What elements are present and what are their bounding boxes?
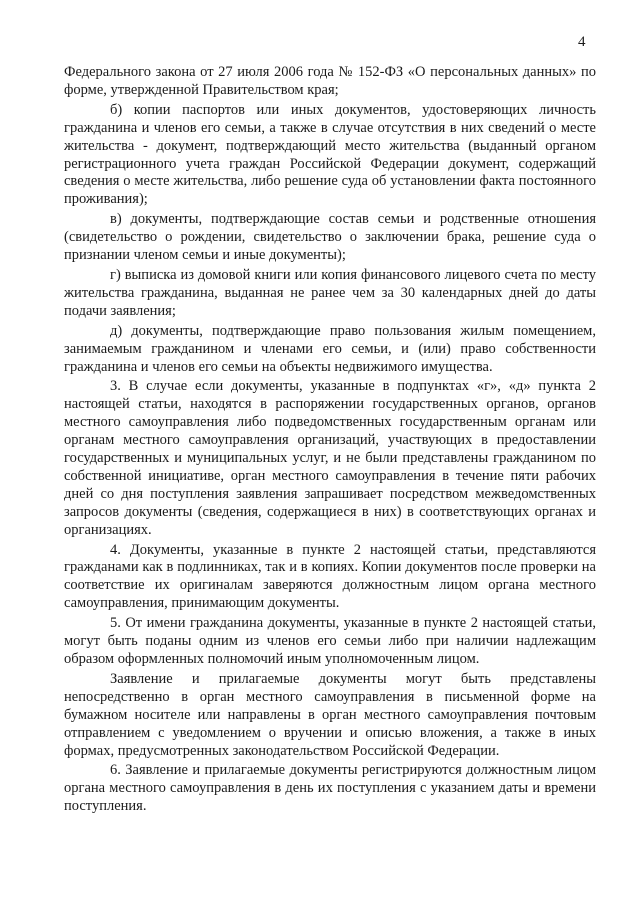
- paragraph-continuation: Федерального закона от 27 июля 2006 года № 152-ФЗ «О персональных данных» по форме, утвержденной Правительством края;: [64, 64, 596, 98]
- paragraph-section-3: 3. В случае если документы, указанные в подпунктах «г», «д» пункта 2 настоящей статьи, находятся в распоряжении государственных органов, органов местного самоуправления либо подведомственных государственным органам или органам местного самоуправления организаций, участвующих в предоставлении государственных и муниципальных услуг, и не были представлены гражданином по собственной инициативе, орган местного самоуправления в течение пяти рабочих дней со дня поступления заявления запрашивает посредством межведомственных запросов документы (сведения, содержащиеся в них) в соответствующих органах и организациях.: [64, 378, 596, 538]
- document-body: [64, 64, 596, 816]
- paragraph-section-5-submission: Заявление и прилагаемые документы могут быть представлены непосредственно в орган местного самоуправления в письменной форме на бумажном носителе или направлены в орган местного самоуправления почтовым отправлением с уведомлением о вручении и описью вложения, а также в иных формах, предусмотренных законодательством Российской Федерации.: [64, 670, 596, 759]
- paragraph-item-g: г) выписка из домовой книги или копия финансового лицевого счета по месту жительства гражданина, выданная не ранее чем за 30 календарных дней до даты подачи заявления;: [64, 266, 596, 319]
- paragraph-item-b: б) копии паспортов или иных документов, удостоверяющих личность гражданина и членов его семьи, а также в случае отсутствия в них сведений о месте жительства - документ, подтверждающий место жительства (выданный органом регистрационного учета граждан Российской Федерации документ, содержащий сведения о месте жительства, либо решение суда об установлении факта постоянного проживания);: [64, 101, 596, 208]
- paragraph-section-5: 5. От имени гражданина документы, указанные в пункте 2 настоящей статьи, могут быть поданы одним из членов его семьи либо при наличии надлежащим образом оформленных полномочий иным уполномоченным лицом.: [64, 615, 596, 667]
- paragraph-item-d: д) документы, подтверждающие право пользования жилым помещением, занимаемым гражданином и членами его семьи, и (или) право собственности гражданина и членов его семьи на объекты недвижимого имущества.: [64, 322, 596, 375]
- paragraph-section-6: 6. Заявление и прилагаемые документы регистрируются должностным лицом органа местного самоуправления в день их поступления с указанием даты и времени поступления.: [64, 762, 596, 815]
- paragraph-section-4: 4. Документы, указанные в пункте 2 настоящей статьи, представляются гражданами как в подлинниках, так и в копиях. Копии документов после проверки на соответствие их оригиналам заверяются должностным лицом органа местного самоуправления, принимающим документы.: [64, 541, 596, 612]
- paragraph-item-v: в) документы, подтверждающие состав семьи и родственные отношения (свидетельство о рождении, свидетельство о заключении брака, решение суда о признании членом семьи и иные документы);: [64, 211, 596, 264]
- page-number: 4: [578, 34, 586, 50]
